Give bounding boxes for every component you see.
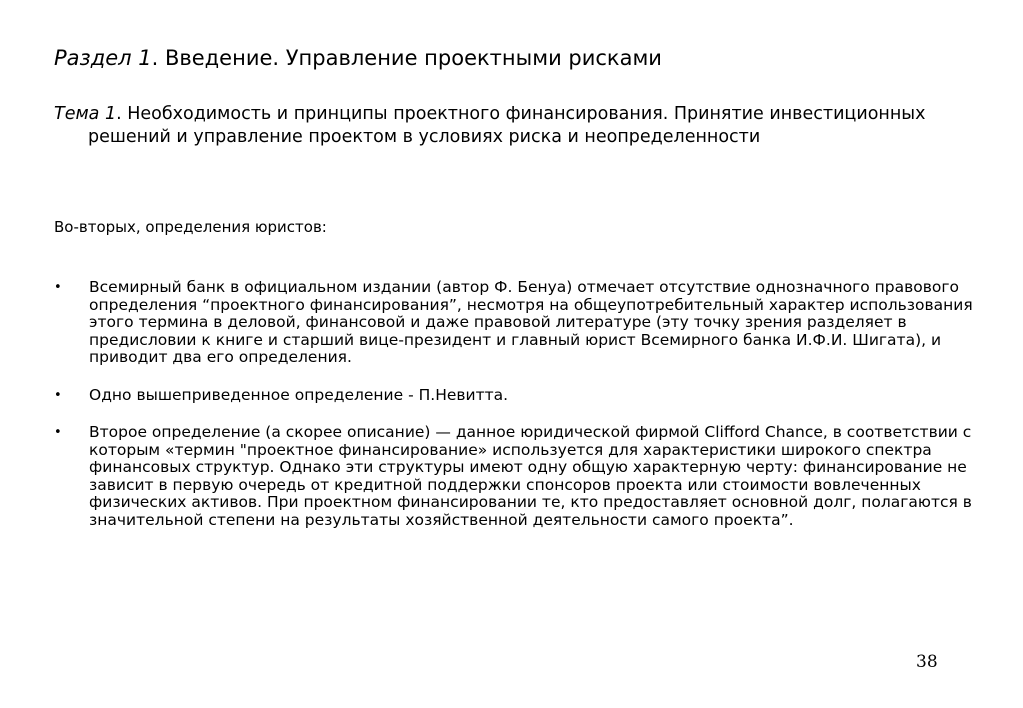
- topic-title: . Необходимость и принципы проектного финансирования. Принятие инвестиционных решений и управление проектом в условиях риска и неопределенности: [88, 104, 926, 147]
- topic-heading: [54, 103, 968, 149]
- list-item: [0, 424, 1023, 529]
- bullet-marker: •: [54, 280, 62, 295]
- bullet-marker: •: [54, 425, 62, 440]
- bullet-text: Второе определение (а скорее описание) — данное юридической фирмой Clifford Chance, в соответствии с которым «термин "проектное финансирование» используется для характеристики широкого спектра финансовых структур. Однако эти структуры имеют одну общую характерную черту: финансирование не зависит в первую очередь от кредитной поддержки спонсоров проекта или стоимости вовлеченных физических активов. При проектном финансировании те, кто предоставляет основной долг, полагаются в значительной степени на результаты хозяйственной деятельности самого проекта”.: [89, 423, 972, 529]
- page-number: 38: [916, 652, 938, 672]
- list-item: [0, 387, 1023, 405]
- bullet-marker: •: [54, 387, 62, 403]
- bullet-text: Одно вышеприведенное определение - П.Невитта.: [89, 385, 509, 404]
- section-prefix: Раздел 1: [54, 46, 152, 70]
- section-heading: [54, 44, 662, 72]
- intro-text: Во-вторых, определения юристов:: [54, 218, 327, 236]
- section-title: . Введение. Управление проектными рисками: [151, 46, 662, 70]
- list-item: [0, 279, 1023, 367]
- bullet-list: [0, 279, 1023, 549]
- bullet-text: Всемирный банк в официальном издании (автор Ф. Бенуа) отмечает отсутствие однозначного правового определения “проектного финансирования”, несмотря на общеупотребительный характер использования этого термина в деловой, финансовой и даже правовой литературе (эту точку зрения разделяет в предисловии к книге и старший вице-президент и главный юрист Всемирного банка И.Ф.И. Шигата), и приводит два его определения.: [89, 278, 973, 366]
- topic-prefix: Тема 1: [54, 104, 117, 124]
